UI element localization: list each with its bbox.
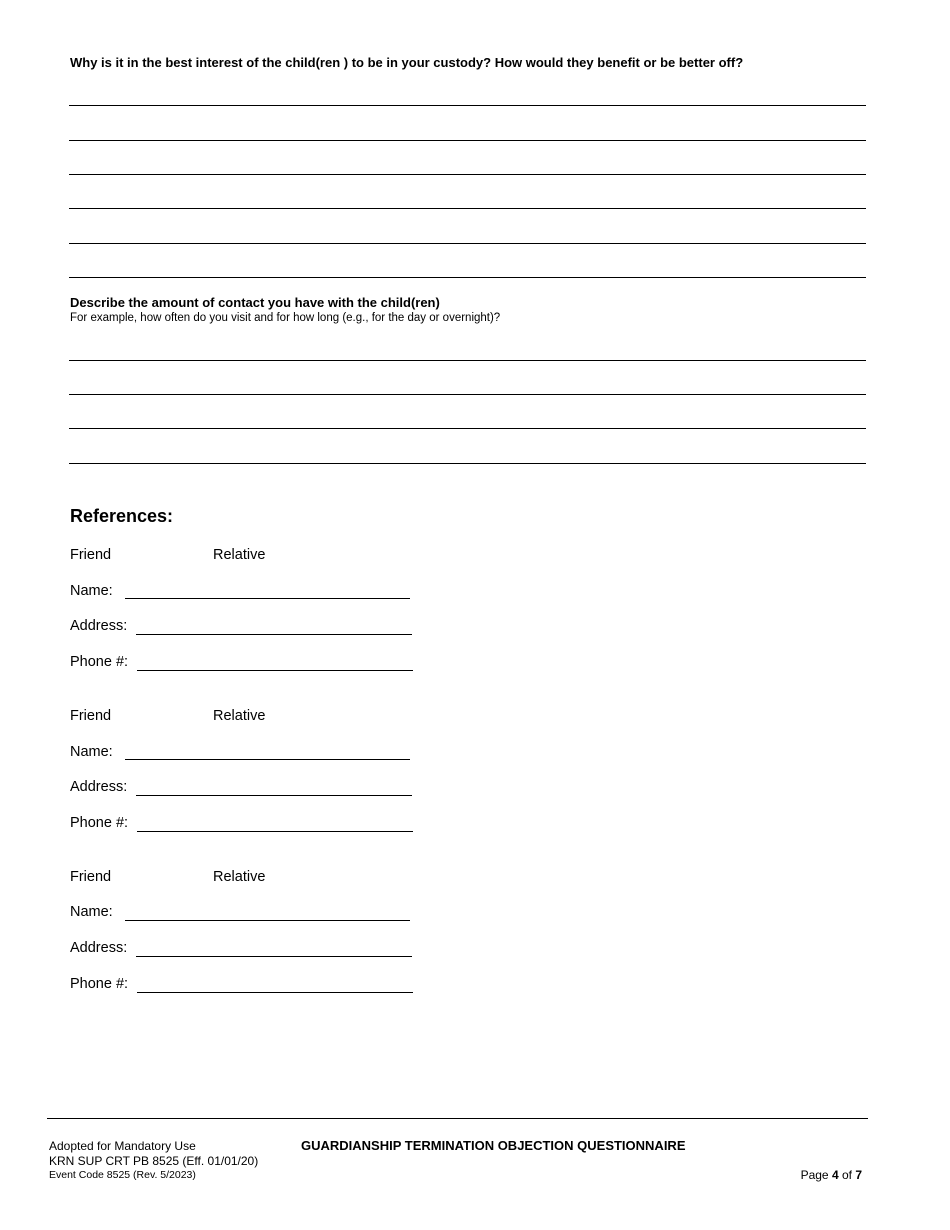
page-current: 4	[831, 1168, 839, 1182]
name-field[interactable]	[125, 920, 410, 921]
question-2-title: Describe the amount of contact you have with the child(ren)	[70, 295, 440, 310]
address-field[interactable]	[136, 634, 412, 635]
relative-option[interactable]: Relative	[213, 708, 266, 724]
phone-field[interactable]	[137, 670, 413, 671]
name-field[interactable]	[125, 598, 410, 599]
question-1-title: Why is it in the best interest of the child(ren ) to be in your custody? How would they benefit or be better off?	[70, 55, 744, 70]
page-indicator	[801, 1168, 862, 1182]
answer-line-q1-6[interactable]	[69, 277, 866, 278]
phone-label: Phone #:	[70, 654, 129, 670]
answer-line-q1-1[interactable]	[69, 105, 866, 106]
address-label: Address:	[70, 779, 128, 795]
name-label: Name:	[70, 583, 113, 599]
answer-line-q1-2[interactable]	[69, 140, 866, 141]
phone-field[interactable]	[137, 831, 413, 832]
phone-label: Phone #:	[70, 976, 129, 992]
address-label: Address:	[70, 618, 128, 634]
name-label: Name:	[70, 744, 113, 760]
page-prefix: Page	[800, 1168, 832, 1182]
address-label: Address:	[70, 940, 128, 956]
answer-line-q2-4[interactable]	[69, 463, 866, 464]
answer-line-q2-2[interactable]	[69, 394, 866, 395]
page-separator: of	[838, 1168, 856, 1182]
relative-option[interactable]: Relative	[213, 547, 266, 563]
footer-form-title: GUARDIANSHIP TERMINATION OBJECTION QUESTIONNAIRE	[301, 1138, 686, 1153]
footer-divider	[47, 1118, 868, 1119]
page-total: 7	[855, 1168, 862, 1182]
footer-event-code: Event Code 8525 (Rev. 5/2023)	[49, 1169, 196, 1181]
friend-option[interactable]: Friend	[70, 708, 112, 724]
question-2-subtitle: For example, how often do you visit and for how long (e.g., for the day or overnight)?	[70, 312, 501, 324]
answer-line-q1-5[interactable]	[69, 243, 866, 244]
references-heading: References:	[70, 506, 174, 526]
friend-option[interactable]: Friend	[70, 547, 112, 563]
address-field[interactable]	[136, 956, 412, 957]
name-field[interactable]	[125, 759, 410, 760]
name-label: Name:	[70, 904, 113, 920]
answer-line-q1-3[interactable]	[69, 174, 866, 175]
address-field[interactable]	[136, 795, 412, 796]
footer-adopted: Adopted for Mandatory Use	[49, 1139, 196, 1153]
answer-line-q1-4[interactable]	[69, 208, 866, 209]
phone-label: Phone #:	[70, 815, 129, 831]
footer-form-number: KRN SUP CRT PB 8525 (Eff. 01/01/20)	[49, 1154, 259, 1168]
phone-field[interactable]	[137, 992, 413, 993]
friend-option[interactable]: Friend	[70, 869, 112, 885]
answer-line-q2-3[interactable]	[69, 428, 866, 429]
answer-line-q2-1[interactable]	[69, 360, 866, 361]
relative-option[interactable]: Relative	[213, 869, 266, 885]
